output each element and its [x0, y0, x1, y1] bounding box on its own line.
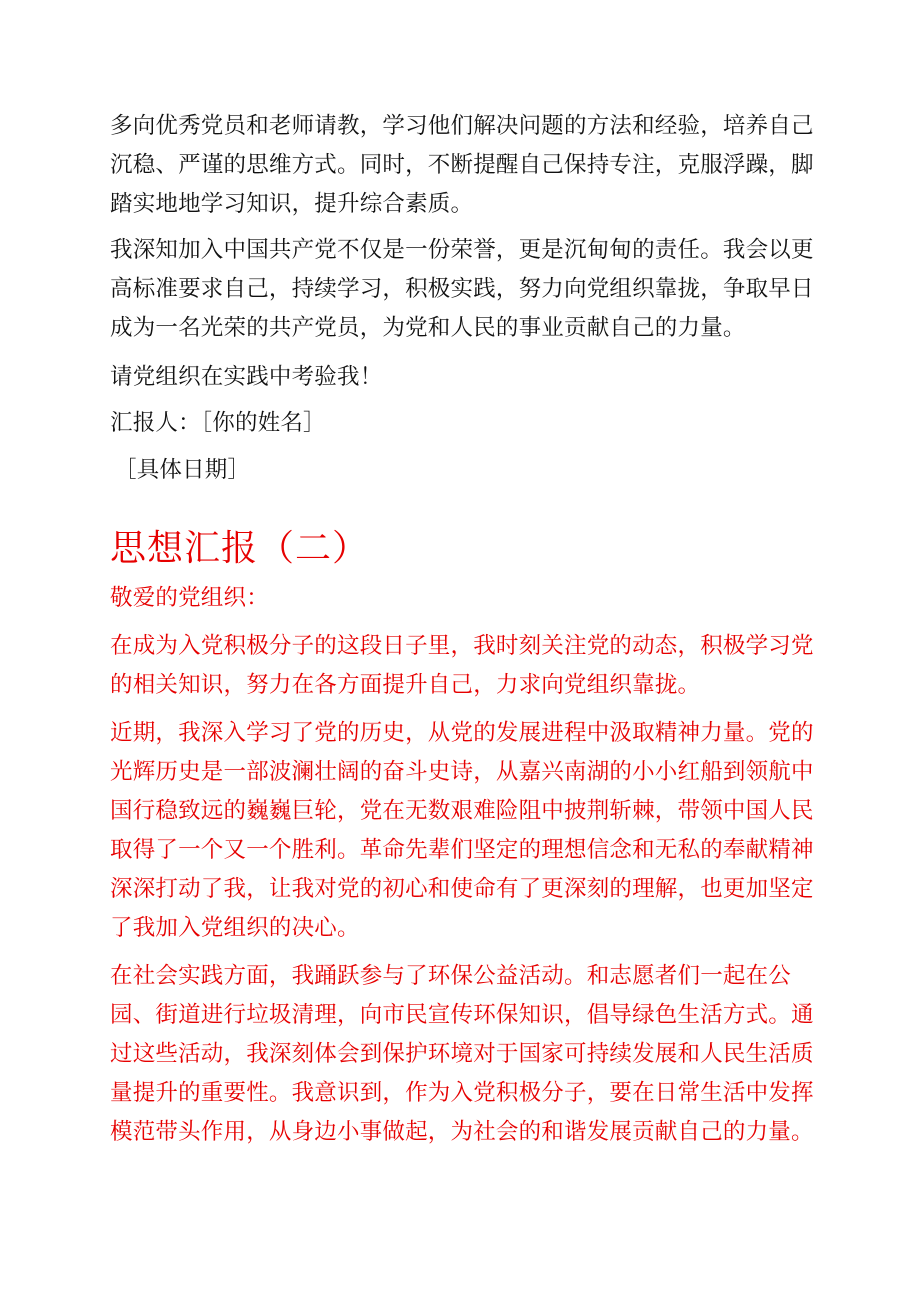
- report-paragraph-1: 在成为入党积极分子的这段日子里，我时刻关注党的动态，积极学习党的相关知识，努力在各方面提升自己，力求向党组织靠拢。: [110, 633, 814, 698]
- document-page: [110, 107, 815, 1152]
- report-paragraph-3: 在社会实践方面，我踊跃参与了环保公益活动。和志愿者们一起在公园、街道进行垃圾清理，向市民宣传环保知识，倡导绿色生活方式。通过这些活动，我深刻体会到保护环境对于国家可持续发展和人民生活质量提升的重要性。我意识到，作为入党积极分子，要在日常生活中发挥模范带头作用，从身边小事做起，为社会的和谐发展贡献自己的力量。: [110, 963, 814, 1145]
- body-paragraph-2: 我深知加入中国共产党不仅是一份荣誉，更是沉甸甸的责任。我会以更高标准要求自己，持续学习，积极实践，努力向党组织靠拢，争取早日成为一名光荣的共产党员，为党和人民的事业贡献自己的力量。: [110, 237, 814, 341]
- section-two: [110, 579, 815, 1152]
- date-line: ［具体日期］: [114, 457, 251, 483]
- section-one: [110, 107, 815, 490]
- report-paragraph-2: 近期，我深入学习了党的历史，从党的发展进程中汲取精神力量。党的光辉历史是一部波澜壮阔的奋斗史诗，从嘉兴南湖的小小红船到领航中国行稳致远的巍巍巨轮，党在无数艰难险阻中披荆斩棘，带领中国人民取得了一个又一个胜利。革命先辈们坚定的理想信念和无私的奉献精神深深打动了我，让我对党的初心和使命有了更深刻的理解，也更加坚定了我加入党组织的决心。: [110, 720, 814, 941]
- body-paragraph-1: 多向优秀党员和老师请教，学习他们解决问题的方法和经验，培养自己沉稳、严谨的思维方式。同时，不断提醒自己保持专注，克服浮躁，脚踏实地地学习知识，提升综合素质。: [110, 113, 814, 217]
- section-title: 思想汇报（二）: [110, 528, 370, 569]
- salutation: 敬爱的党组织：: [110, 585, 269, 611]
- closing-request: 请党组织在实践中考验我！: [110, 364, 383, 390]
- reporter-line: 汇报人：［你的姓名］: [110, 410, 326, 436]
